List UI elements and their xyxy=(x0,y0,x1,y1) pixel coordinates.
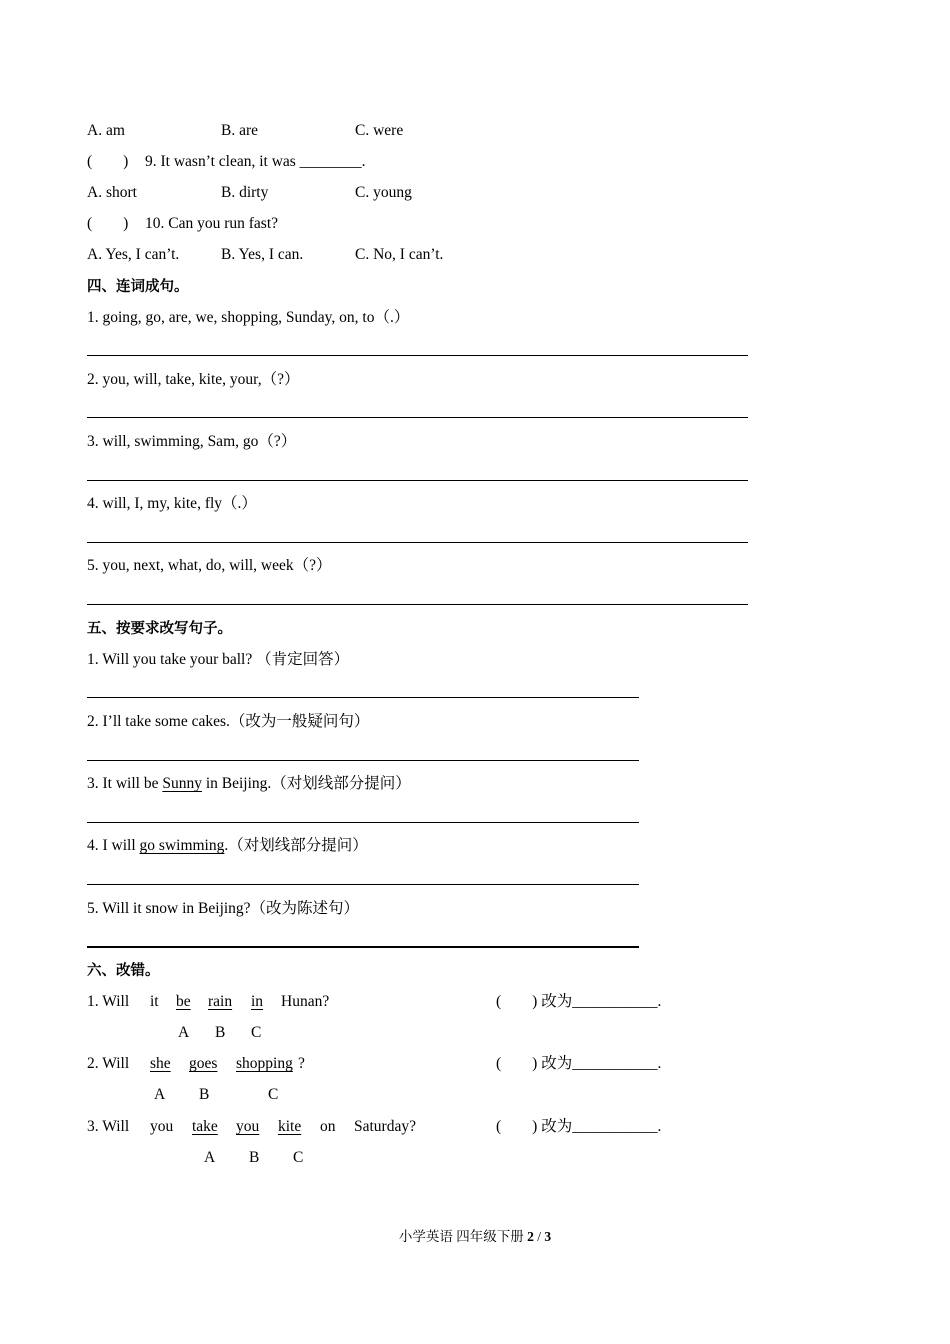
sec6-q1-answer: ( ) 改为___________. xyxy=(496,993,662,1010)
sec6-q3-label-a: A xyxy=(204,1149,216,1166)
sec4-answer-line-3 xyxy=(87,480,748,481)
sec4-item-1: 1. going, go, are, we, shopping, Sunday, on, to（.） xyxy=(87,309,410,326)
sec6-q1-option-a-word: be xyxy=(176,993,191,1010)
q10-text: 10. Can you run fast? xyxy=(145,215,279,232)
sec6-q2-option-b-word: goes xyxy=(189,1055,218,1072)
sec6-q1-label-b: B xyxy=(215,1024,226,1041)
sec4-answer-line-4 xyxy=(87,542,748,543)
sec5-item-2: 2. I’ll take some cakes.（改为一般疑问句） xyxy=(87,713,370,730)
sec6-q2-label-b: B xyxy=(199,1086,210,1103)
q10-paren: ( ) xyxy=(87,215,129,232)
sec6-q3-option-c-word: kite xyxy=(278,1118,302,1135)
q8-option-b: B. are xyxy=(221,122,259,139)
sec4-item-4: 4. will, I, my, kite, fly（.） xyxy=(87,495,257,512)
sec6-q3-word: Saturday? xyxy=(354,1118,416,1135)
sec6-q2-num: 2. Will xyxy=(87,1055,130,1072)
sec6-q3-num: 3. Will xyxy=(87,1118,130,1135)
page-total: 3 xyxy=(544,1229,552,1244)
sec5-answer-line-3 xyxy=(87,822,639,823)
section-5-title: 五、按要求改写句子。 xyxy=(87,621,232,637)
q10-option-a: A. Yes, I can’t. xyxy=(87,246,180,263)
sec5-item-4: 4. I will go swimming.（对划线部分提问） xyxy=(87,837,368,854)
sec5-item-3: 3. It will be Sunny in Beijing.（对划线部分提问） xyxy=(87,775,411,792)
sec6-q2-label-a: A xyxy=(154,1086,166,1103)
q8-option-a: A. am xyxy=(87,122,125,139)
sec6-q2-qmark: ? xyxy=(298,1055,305,1072)
sec6-q3-option-a-word: take xyxy=(192,1118,218,1135)
q9-option-c: C. young xyxy=(355,184,412,201)
sec6-q2-label-c: C xyxy=(268,1086,279,1103)
section-6-title: 六、改错。 xyxy=(87,963,160,979)
sec4-answer-line-2 xyxy=(87,417,748,418)
sec6-q3-answer: ( ) 改为___________. xyxy=(496,1118,662,1135)
q10-option-b: B. Yes, I can. xyxy=(221,246,304,263)
q9-paren: ( ) xyxy=(87,153,129,170)
sec6-q1-num: 1. Will xyxy=(87,993,130,1010)
q9-option-b: B. dirty xyxy=(221,184,269,201)
sec5-answer-line-5 xyxy=(87,946,639,948)
sec6-q2-option-a-word: she xyxy=(150,1055,171,1072)
sec5-item-1: 1. Will you take your ball? （肯定回答） xyxy=(87,651,350,668)
sec6-q3-label-b: B xyxy=(249,1149,260,1166)
underlined-phrase: go swimming xyxy=(139,837,225,854)
sec6-q1-label-c: C xyxy=(251,1024,262,1041)
sec5-answer-line-4 xyxy=(87,884,639,885)
sec6-q3-word: on xyxy=(320,1118,336,1135)
sec5-item-5: 5. Will it snow in Beijing?（改为陈述句） xyxy=(87,900,360,917)
q10-option-c: C. No, I can’t. xyxy=(355,246,444,263)
sec6-q1-word: Hunan? xyxy=(281,993,330,1010)
sec4-item-3: 3. will, swimming, Sam, go（?） xyxy=(87,433,297,450)
sec6-q1-option-b-word: rain xyxy=(208,993,233,1010)
sec5-answer-line-1 xyxy=(87,697,639,698)
sec4-answer-line-5 xyxy=(87,604,748,605)
sec6-q1-option-c-word: in xyxy=(251,993,264,1010)
sec6-q2-option-c-word: shopping xyxy=(236,1055,293,1072)
q8-option-c: C. were xyxy=(355,122,404,139)
q9-option-a: A. short xyxy=(87,184,137,201)
sec4-item-2: 2. you, will, take, kite, your,（?） xyxy=(87,371,300,388)
sec6-q3-label-c: C xyxy=(293,1149,304,1166)
sec5-answer-line-2 xyxy=(87,760,639,761)
sec6-q3-word: you xyxy=(150,1118,174,1135)
underlined-word: Sunny xyxy=(162,775,202,792)
sec6-q1-label-a: A xyxy=(178,1024,190,1041)
sec6-q2-answer: ( ) 改为___________. xyxy=(496,1055,662,1072)
sec4-answer-line-1 xyxy=(87,355,748,356)
q9-text: 9. It wasn’t clean, it was ________. xyxy=(145,153,366,170)
sec6-q3-option-b-word: you xyxy=(236,1118,260,1135)
sec4-item-5: 5. you, next, what, do, will, week（?） xyxy=(87,557,332,574)
sec6-q1-word: it xyxy=(150,993,159,1010)
section-4-title: 四、连词成句。 xyxy=(87,279,189,295)
page-number: 2 xyxy=(527,1229,534,1244)
page-footer: 小学英语 四年级下册 2 / 3 xyxy=(398,1229,552,1244)
